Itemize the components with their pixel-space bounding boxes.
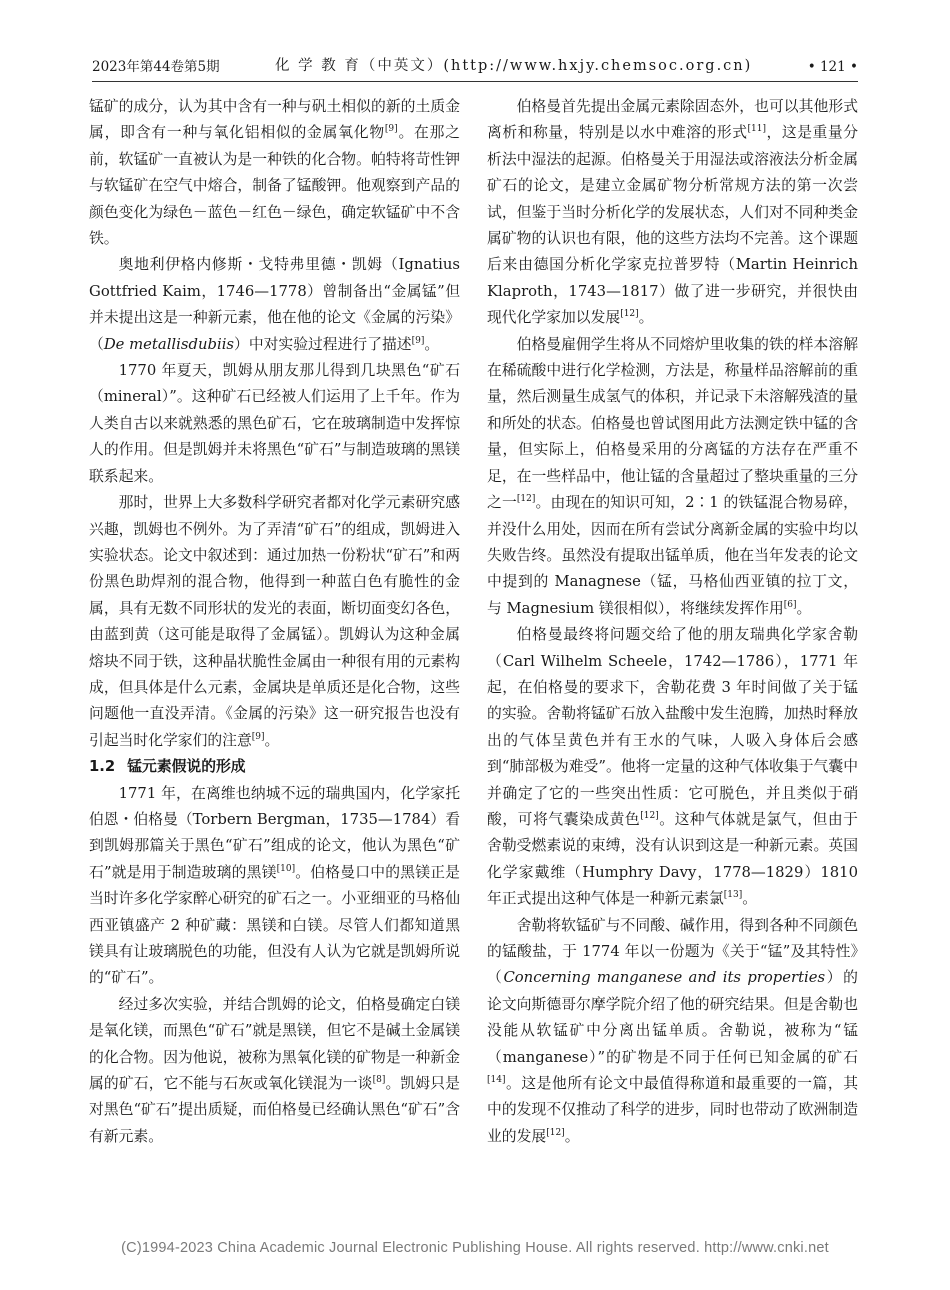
paragraph: 伯格曼首先提出金属元素除固态外，也可以其他形式离析和称量，特别是以水中难溶的形式[11]，这是重量分析法中湿法的起源。伯格曼关于用湿法或溶液法分析金属矿石的论文，是建立金属矿物分析常规方法的第一次尝试，但鉴于当时分析化学的发展状态，人们对不同种类金属矿物的认识也有限，他的这些方法均不完善。这个课题后来由德国分析化学家克拉普罗特（Martin Heinrich Klaproth，1743—1817）做了进一步研究，并很快由现代化学家加以发展[12]。 — [487, 98, 858, 327]
section-heading — [89, 754, 460, 780]
left-column — [89, 94, 460, 1150]
section-title: 锰元素假说的形成 — [127, 758, 246, 776]
citation[interactable]: [12] — [546, 1127, 565, 1138]
citation[interactable]: [10] — [276, 863, 296, 874]
citation[interactable]: [14] — [487, 1075, 506, 1086]
right-column — [487, 94, 858, 1150]
citation[interactable]: [12] — [516, 494, 536, 505]
citation[interactable]: [11] — [747, 124, 767, 135]
paragraph: 1771 年，在离维也纳城不远的瑞典国内，化学家托伯恩・伯格曼（Torbern Bergman，1735—1784）看到凯姆那篇关于黑色“矿石”组成的论文，他认为黑色“矿石”就是用于制造玻璃的黑镁[10]。伯格曼口中的黑镁正是当时许多化学家醉心研究的矿石之一。小亚细亚的马格仙西亚镇盛产 2 种矿藏：黑镁和白镁。尽管人们都知道黑镁具有让玻璃脱色的功能，但没有人认为它就是凯姆所说的“矿石”。 — [89, 784, 460, 987]
section-number: 1.2 — [89, 758, 116, 776]
citation[interactable]: [12] — [620, 309, 639, 320]
paragraph: 伯格曼最终将问题交给了他的朋友瑞典化学家舍勒（Carl Wilhelm Scheele，1742—1786），1771 年起，在伯格曼的要求下，舍勒花费 3 年时间做了关于锰的实验。舍勒将锰矿石放入盐酸中发生泡腾，加热时释放出的气体呈黄色并有王水的气味，人吸入身体后会感到“肺部极为难受”。他将一定量的这种气体收集于气囊中并确定了它的一些突出性质：它可脱色，并且类似于硝酸，可将气囊染成黄色[12]。这种气体就是氯气，但由于舍勒受燃素说的束缚，没有认识到这是一种新元素。英国化学家戴维（Humphry Davy，1778—1829）1810 年正式提出这种气体是一种新元素氯[13]。 — [487, 626, 858, 908]
issue-info: 2023年第44卷第5期 — [92, 59, 220, 75]
paragraph: 伯格曼雇佣学生将从不同熔炉里收集的铁的样本溶解在稀硫酸中进行化学检测，方法是，称量样品溶解前的重量，然后测量生成氢气的体积，并记录下未溶解残渣的量和所处的状态。伯格曼也曾试图用此方法测定铁中锰的含量，但实际上，伯格曼采用的分离锰的方法存在严重不足，在一些样品中，他让锰的含量超过了整块重量的三分之一[12]。由现在的知识可知，2∶1 的铁锰混合物易碎，并没什么用处，因而在所有尝试分离新金属的实验中均以失败告终。虽然没有提取出锰单质，他在当年发表的论文中提到的 Managnese（锰，马格仙西亚镇的拉丁文，与 Magnesium 镁很相似），将继续发挥作用[6]。 — [487, 335, 858, 617]
journal-title: 化 学 教 育（中英文）(http://www.hxjy.chemsoc.org.cn) — [275, 58, 753, 74]
paragraph: 舍勒将软锰矿与不同酸、碱作用，得到各种不同颜色的锰酸盐，于 1774 年以一份题为《关于“锰”及其特性》（Concerning manganese and its properties）的论文向斯德哥尔摩学院介绍了他的研究结果。但是舍勒也没能从软锰矿中分离出锰单质。舍勒说，被称为“锰（manganese）”的矿物是不同于任何已知金属的矿石[14]。这是他所有论文中最值得称道和最重要的一篇，其中的发现不仅推动了科学的进步，同时也带动了欧洲制造业的发展[12]。 — [487, 916, 858, 1145]
italic-title: Concerning manganese and its properties — [503, 969, 826, 987]
paragraph: 奥地利伊格内修斯・戈特弗里德・凯姆（Ignatius Gottfried Kaim，1746—1778）曾制备出“金属锰”但并未提出这是一种新元素，他在他的论文《金属的污染》（De metallisdubiis）中对实验过程进行了描述[9]。 — [89, 256, 460, 353]
paragraph: 1770 年夏天，凯姆从朋友那儿得到几块黑色“矿石（mineral）”。这种矿石已经被人们运用了上千年。作为人类自古以来就熟悉的黑色矿石，它在玻璃制造中发挥惊人的作用。但是凯姆并未将黑色“矿石”与制造玻璃的黑镁联系起来。 — [89, 362, 460, 485]
running-header — [92, 0, 858, 82]
citation[interactable]: [9] — [384, 124, 398, 135]
copyright-footer: (C)1994-2023 China Academic Journal Electronic Publishing House. All rights reserved. http://www.cnki.net — [121, 1240, 829, 1256]
paragraph: 锰矿的成分，认为其中含有一种与矾土相似的新的土质金属，即含有一种与氧化铝相似的金属氧化物[9]。在那之前，软锰矿一直被认为是一种铁的化合物。帕特将苛性钾与软锰矿在空气中熔合，制备了锰酸钾。他观察到产品的颜色变化为绿色－蓝色－红色－绿色，确定软锰矿中不含铁。 — [89, 98, 460, 248]
citation[interactable]: [8] — [372, 1075, 386, 1086]
citation[interactable]: [6] — [783, 599, 797, 610]
citation[interactable]: [12] — [640, 811, 659, 822]
paragraph: 经过多次实验，并结合凯姆的论文，伯格曼确定白镁是氧化镁，而黑色“矿石”就是黑镁，但它不是碱土金属镁的化合物。因为他说，被称为黑氧化镁的矿物是一种新金属的矿石，它不能与石灰或氧化镁混为一谈[8]。凯姆只是对黑色“矿石”提出质疑，而伯格曼已经确认黑色“矿石”含有新元素。 — [89, 995, 460, 1145]
page-number: • 121 • — [807, 59, 858, 75]
citation[interactable]: [9] — [251, 731, 265, 742]
paragraph: 那时，世界上大多数科学研究者都对化学元素研究感兴趣，凯姆也不例外。为了弄清“矿石”的组成，凯姆进入实验状态。论文中叙述到：通过加热一份粉状“矿石”和两份黑色助焊剂的混合物，他得到一种蓝白色有脆性的金属，具有无数不同形状的发光的表面，断切面变幻各色，由蓝到黄（这可能是取得了金属锰）。凯姆认为这种金属熔块不同于铁，这种晶状脆性金属由一种很有用的元素构成，但具体是什么元素，金属块是单质还是化合物，这些问题他一直没弄清。《金属的污染》这一研究报告也没有引起当时化学家们的注意[9]。 — [89, 494, 460, 749]
citation[interactable]: [9] — [411, 335, 425, 346]
italic-title: De metallisdubiis — [103, 335, 235, 353]
citation[interactable]: [13] — [723, 890, 743, 901]
